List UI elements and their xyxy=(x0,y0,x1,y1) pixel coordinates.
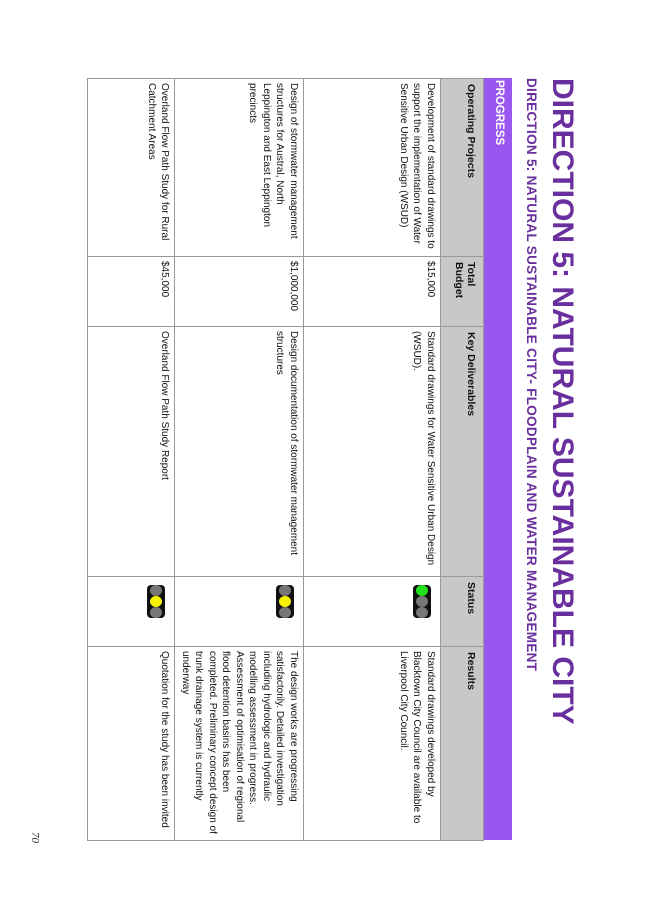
budget-cell: $1,000,000 xyxy=(175,257,304,327)
yellow-lamp-icon xyxy=(151,596,163,607)
lamp-off-icon xyxy=(151,585,163,596)
page-title: DIRECTION 5: NATURAL SUSTAINABLE CITY xyxy=(546,78,579,725)
column-header: Results xyxy=(441,647,484,841)
lamp-off-icon xyxy=(151,607,163,618)
traffic-light-icon xyxy=(276,585,294,618)
yellow-lamp-icon xyxy=(279,596,291,607)
column-header: Key Deliverables xyxy=(441,327,484,577)
column-header: Status xyxy=(441,577,484,647)
results-cell: Standard drawings developed by Blacktown City Council are available to Liverpool City Council. xyxy=(304,647,441,841)
lamp-off-icon xyxy=(416,596,428,607)
table-header-row xyxy=(441,79,484,841)
budget-cell: $15,000 xyxy=(304,257,441,327)
project-cell: Development of standard drawings to support the implementation of Water Sensitive Urban Design (WSUD) xyxy=(304,79,441,257)
column-header: Total Budget xyxy=(441,257,484,327)
deliverables-cell: Standard drawings for Water Sensitive Urban Design (WSUD). xyxy=(304,327,441,577)
results-cell: Quotation for the study has been invited xyxy=(88,647,175,841)
traffic-light-icon xyxy=(148,585,166,618)
column-header: Operating Projects xyxy=(441,79,484,257)
deliverables-cell: Design documentation of stormwater management structures xyxy=(175,327,304,577)
lamp-off-icon xyxy=(279,607,291,618)
progress-banner xyxy=(484,78,512,840)
page-subtitle: DIRECTION 5: NATURAL SUSTAINABLE CITY- FLOODPLAIN AND WATER MANAGEMENT xyxy=(524,78,539,672)
results-cell: The design works are progressing satisfactorily. Detailed investigation including hydrologic and hydraulic modelling assessment in progress. Assessment of optimisation of regional flood detention basins has been completed. Preliminary concept design of trunk drainage system is currently underway xyxy=(175,647,304,841)
traffic-light-icon xyxy=(413,585,431,618)
status-cell xyxy=(88,577,175,647)
lamp-off-icon xyxy=(416,607,428,618)
table-row xyxy=(175,79,304,841)
deliverables-cell: Overland Flow Path Study Report xyxy=(88,327,175,577)
projects-table xyxy=(88,78,485,841)
table-row xyxy=(304,79,441,841)
green-lamp-icon xyxy=(416,585,428,596)
page-number: 70 xyxy=(29,832,41,843)
table-row xyxy=(88,79,175,841)
project-cell: Design of stormwater management structures for Austral, North Leppington and East Leppington precincts xyxy=(175,79,304,257)
lamp-off-icon xyxy=(279,585,291,596)
project-cell: Overland Flow Path Study for Rural Catchment Areas xyxy=(88,79,175,257)
progress-banner-label: PROGRESS xyxy=(493,80,505,146)
status-cell xyxy=(175,577,304,647)
budget-cell: $45,000 xyxy=(88,257,175,327)
status-cell xyxy=(304,577,441,647)
